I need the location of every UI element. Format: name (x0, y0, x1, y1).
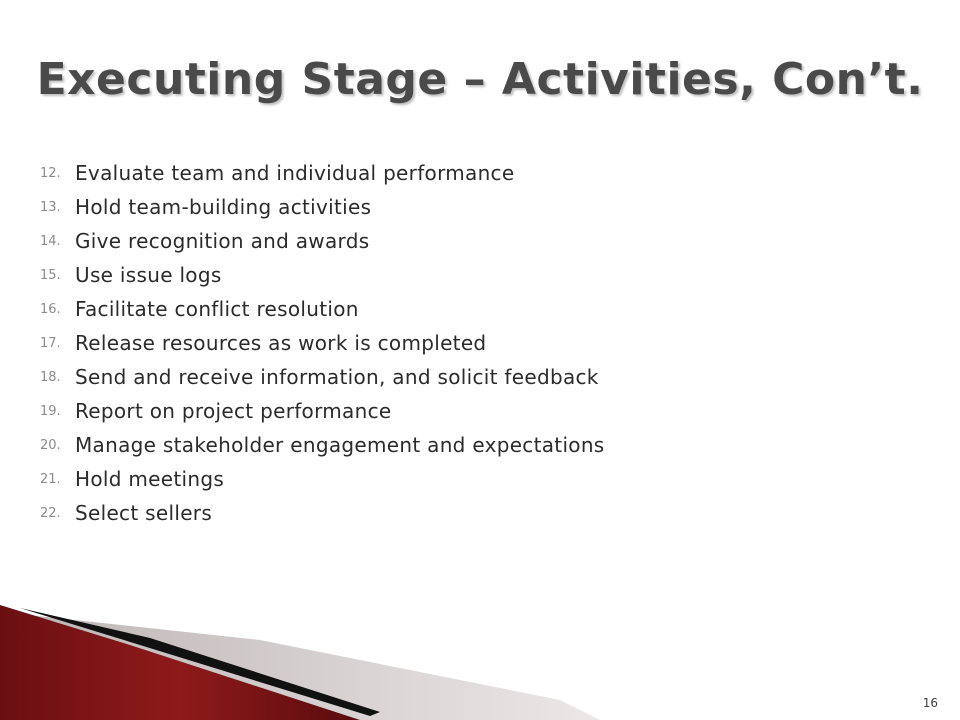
item-text: Give recognition and awards (75, 229, 370, 253)
page-number: 16 (922, 696, 938, 710)
item-text: Release resources as work is completed (75, 331, 487, 355)
item-text: Use issue logs (75, 263, 222, 287)
item-number: 18. (40, 369, 61, 385)
item-text: Send and receive information, and solicit feedback (75, 365, 599, 389)
item-number: 20. (40, 437, 61, 453)
item-text: Facilitate conflict resolution (75, 297, 359, 321)
item-text: Select sellers (75, 501, 213, 525)
item-number: 17. (40, 335, 61, 351)
item-number: 14. (40, 233, 61, 249)
item-number: 12. (40, 165, 61, 181)
item-number: 22. (40, 505, 61, 521)
item-number: 15. (40, 267, 61, 283)
item-text: Hold meetings (75, 467, 225, 491)
slide-title: Executing Stage – Activities, Con’t. (36, 54, 924, 105)
item-number: 13. (40, 199, 61, 215)
item-number: 21. (40, 471, 61, 487)
item-text: Evaluate team and individual performance (75, 161, 515, 185)
item-text: Hold team-building activities (75, 195, 372, 219)
item-text: Report on project performance (75, 399, 392, 423)
item-number: 19. (40, 403, 61, 419)
item-number: 16. (40, 301, 61, 317)
item-text: Manage stakeholder engagement and expectations (75, 433, 605, 457)
